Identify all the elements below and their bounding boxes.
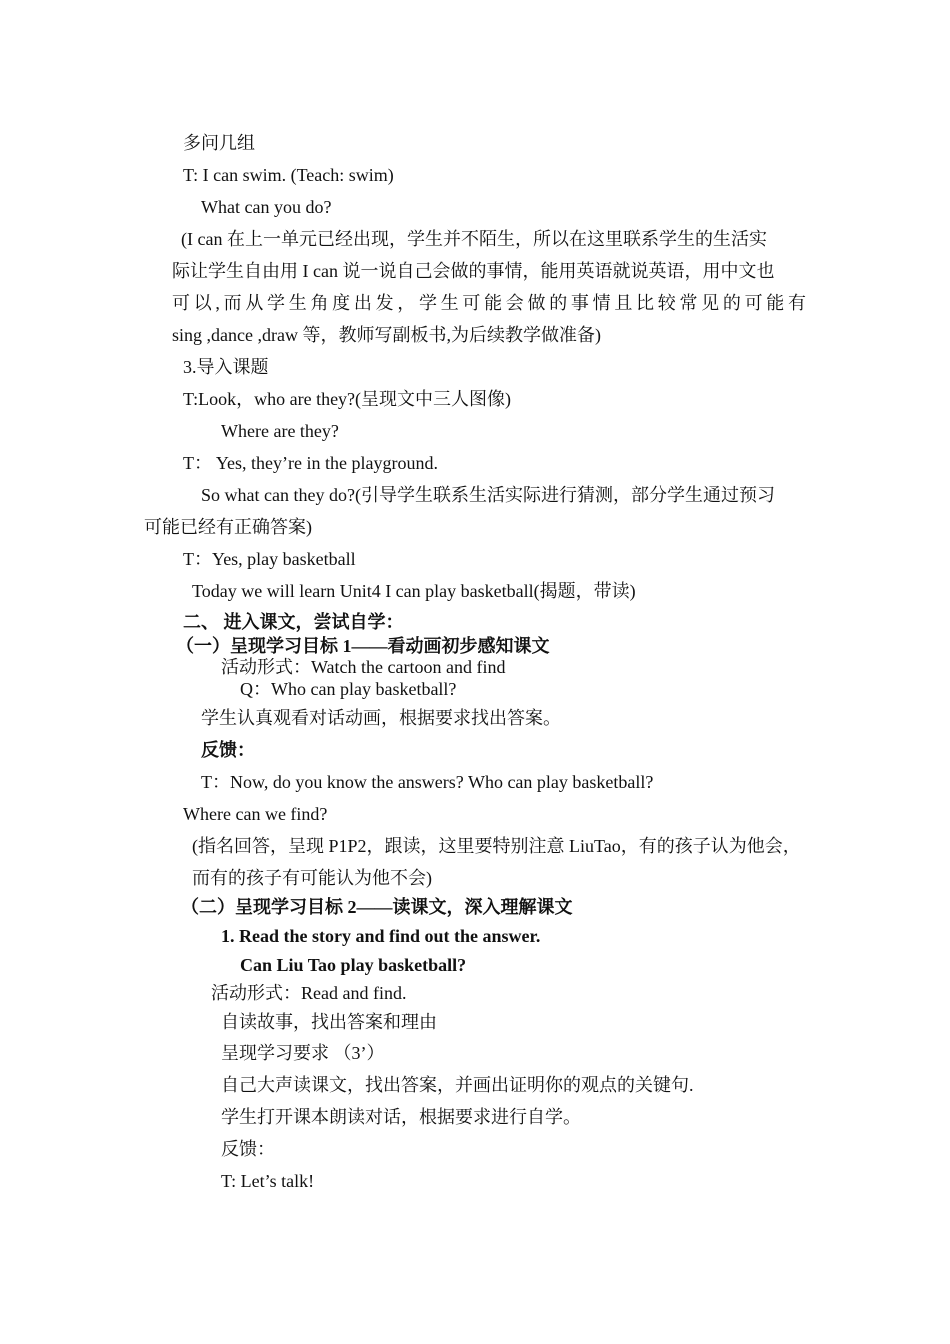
section-heading: 二、 进入课文，尝试自学： [183, 612, 404, 632]
text-line: 自读故事，找出答案和理由 [221, 1012, 437, 1032]
text-line: 呈现学习要求 （3’） [221, 1043, 385, 1063]
feedback-label: 反馈： [201, 740, 255, 760]
text-line: (I can 在上一单元已经出现，学生并不陌生，所以在这里联系学生的生活实 [181, 229, 767, 249]
text-line: 可能已经有正确答案) [144, 517, 312, 537]
text-line: Q：Who can play basketball? [240, 679, 457, 699]
task-question: Can Liu Tao play basketball? [240, 955, 467, 975]
text-line: 活动形式：Watch the cartoon and find [221, 657, 506, 677]
text-line: 自己大声读课文，找出答案，并画出证明你的观点的关键句. [221, 1075, 694, 1095]
text-line: T：Yes, play basketball [183, 549, 356, 569]
text-line: 学生打开课本朗读对话，根据要求进行自学。 [221, 1107, 581, 1127]
text-line: T: Let’s talk! [221, 1171, 315, 1191]
text-line: 反馈： [221, 1139, 275, 1159]
text-line: (指名回答，呈现 P1P2，跟读，这里要特别注意 LiuTao，有的孩子认为他会， [192, 836, 801, 856]
text-line: T： Yes, they’re in the playground. [183, 453, 438, 473]
text-line: 际让学生自由用 I can 说一说自己会做的事情，能用英语就说英语，用中文也 [172, 261, 775, 281]
text-line: T：Now, do you know the answers? Who can play basketball? [201, 772, 654, 792]
section-heading: （二）呈现学习目标 2——读课文，深入理解课文 [181, 897, 573, 917]
text-line: Today we will learn Unit4 I can play basketball(揭题，带读) [192, 581, 636, 601]
text-line: 多问几组 [183, 133, 255, 153]
text-line: T: I can swim. (Teach: swim) [183, 165, 394, 185]
text-line: 3.导入课题 [183, 357, 269, 377]
text-line: Where can we find? [183, 804, 328, 824]
text-line: 而有的孩子有可能认为他不会) [192, 868, 432, 888]
text-line: What can you do? [201, 197, 332, 217]
text-line: T:Look，who are they?(呈现文中三人图像) [183, 389, 512, 409]
text-line: So what can they do?(引导学生联系生活实际进行猜测，部分学生通过预习 [201, 485, 775, 505]
text-line: 学生认真观看对话动画，根据要求找出答案。 [201, 708, 561, 728]
text-line: 可以,而从学生角度出发，学生可能会做的事情且比较常见的可能有 [172, 293, 806, 313]
task-heading: 1. Read the story and find out the answer. [221, 926, 541, 946]
text-line: Where are they? [221, 421, 339, 441]
text-line: sing ,dance ,draw 等，教师写副板书,为后续教学做准备) [172, 325, 601, 345]
section-heading: （一）呈现学习目标 1——看动画初步感知课文 [176, 636, 550, 656]
text-line: 活动形式：Read and find. [211, 983, 407, 1003]
